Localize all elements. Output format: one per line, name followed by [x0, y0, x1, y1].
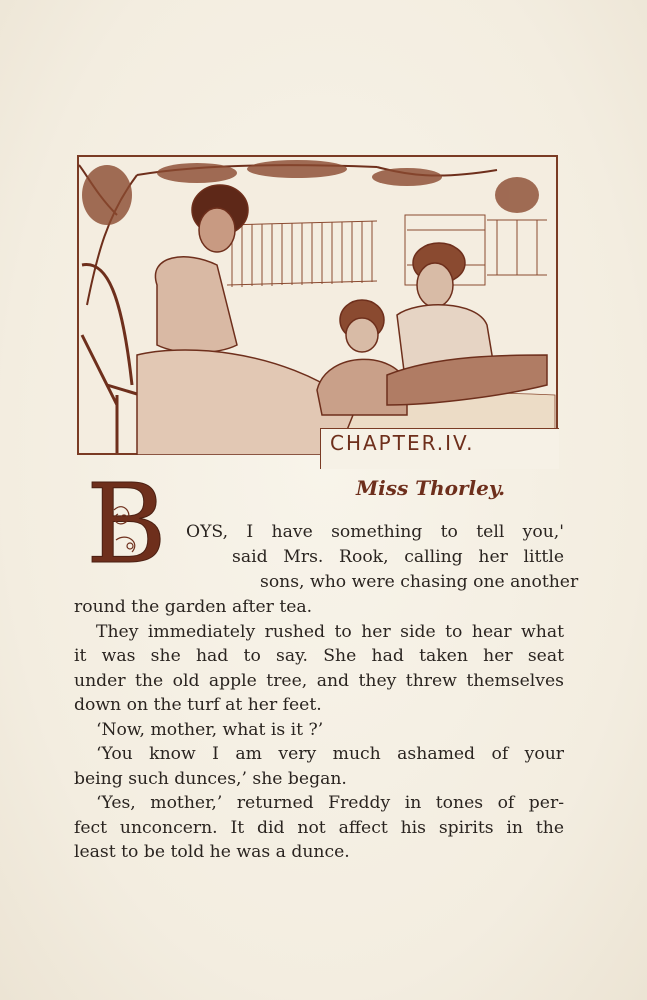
text-line: fect unconcern. It did not affect his spirits in the	[74, 817, 564, 838]
text-line: sons, who were chasing one another	[260, 572, 579, 592]
text-line: being such dunces,’ she began.	[74, 768, 347, 789]
drop-cap-b	[86, 470, 186, 580]
text-line: round the garden after tea.	[74, 597, 313, 617]
text-line: They immediately rushed to her side to hear what	[96, 621, 564, 642]
text-line: down on the turf at her feet.	[74, 695, 322, 715]
text-line: OYS, I have something to tell you,'	[186, 522, 564, 542]
chapter-subtitle: Miss Thorley.	[356, 476, 506, 500]
text-line: ‘You know I am very much ashamed of your	[96, 744, 564, 764]
text-line: under the old apple tree, and they threw themselves	[74, 670, 564, 691]
text-line: ‘Yes, mother,’ returned Freddy in tones of per-	[96, 793, 564, 813]
body-text	[74, 595, 564, 865]
text-line: it was she had to say. She had taken her seat	[74, 646, 564, 666]
chapter-illustration	[77, 155, 558, 455]
text-line: ‘Now, mother, what is it ?’	[96, 719, 324, 740]
drop-cap-letter: B	[86, 470, 167, 580]
illustration-drawing	[77, 155, 558, 455]
chapter-title: CHAPTER.IV.	[330, 431, 475, 455]
paragraph-1-wrap	[260, 570, 579, 595]
text-line: said Mrs. Rook, calling her little	[232, 547, 564, 567]
paragraph-1-wrap	[232, 545, 564, 570]
paragraph-1-wrap	[186, 520, 564, 545]
text-line: least to be told he was a dunce.	[74, 842, 350, 862]
